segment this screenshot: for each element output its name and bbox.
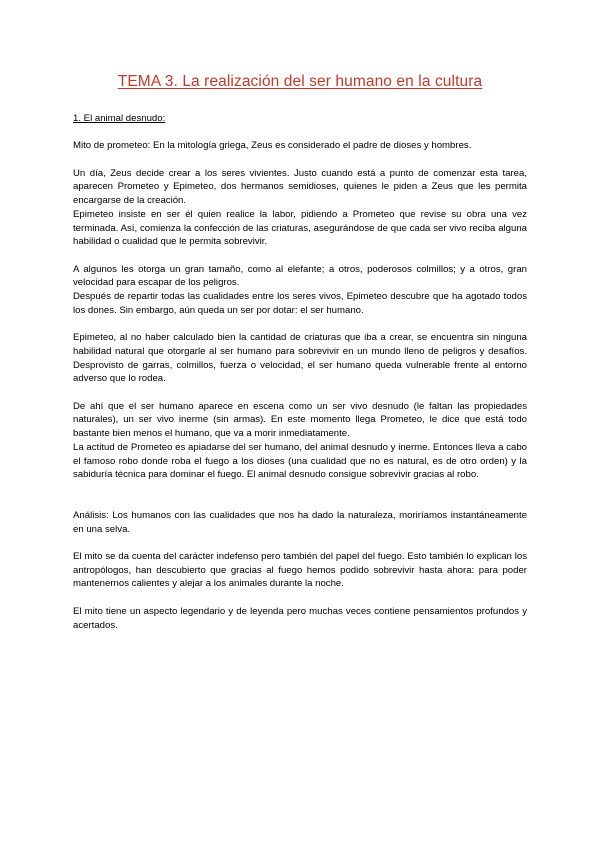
paragraph-mito: Mito de prometeo: En la mitología griega, Zeus es considerado el padre de dioses y hombres. [73, 140, 472, 152]
paragraph-robo-fuego: La actitud de Prometeo es apiadarse del ser humano, del animal desnudo y inerme. Entonces lleva a cabo el famoso robo donde roba el fuego a los dioses (una cualidad que no es natural, es de otro orden) y la sabiduría técnica para dominar el fuego. El animal desnudo consigue sobrevivir gracias al robo. [73, 441, 527, 481]
paragraph-vulnerable: Epimeteo, al no haber calculado bien la cantidad de criaturas que iba a crear, se encuentra sin ninguna habilidad natural que otorgarle al ser humano para sobrevivir en un mundo lleno de peligros y desafíos. Desprovisto de garras, colmillos, fuerza o velocidad, el ser humano queda vulnerable frente al entorno adverso que lo rodea. [73, 332, 527, 385]
paragraph-aspecto-legendario: El mito tiene un aspecto legendario y de leyenda pero muchas veces contiene pensamientos profundos y acertados. [73, 605, 527, 631]
paragraph-cualidades: A algunos les otorga un gran tamaño, como al elefante; a otros, poderosos colmillos; y a otros, gran velocidad para escapar de los peligros. [73, 263, 527, 289]
page-title: TEMA 3. La realización del ser humano en la cultura [117, 73, 483, 90]
document-body [73, 112, 527, 632]
paragraph-animal-desnudo: De ahí que el ser humano aparece en escena como un ser vivo desnudo (le faltan las propiedades naturales), un ser vivo inerme (sin armas). En este momento llega Prometeo, le dice que está todo bastante bien menos el humano, que va a morir inmediatamente. [73, 400, 527, 440]
paragraph-analisis: Análisis: Los humanos con las cualidades que nos ha dado la naturaleza, moriríamos instantáneamente en una selva. [73, 509, 527, 535]
paragraph-zeus: Un día, Zeus decide crear a los seres vivientes. Justo cuando está a punto de comenzar esta tarea, aparecen Prometeo y Epimeteo, dos hermanos semidioses, quienes le piden a Zeus que les permita encargarse de la creación. [73, 167, 527, 207]
paragraph-papel-fuego: El mito se da cuenta del carácter indefenso pero también del papel del fuego. Esto también lo explican los antropólogos, han descubierto que gracias al fuego hemos podido sobrevivir hasta ahora: para poder mantenernos calientes y alejar a los animales durante la noche. [73, 551, 527, 590]
paragraph-dones: Después de repartir todas las cualidades entre los seres vivos, Epimeteo descubre que ha agotado todos los dones. Sin embargo, aún queda un ser por dotar: el ser humano. [73, 291, 527, 316]
section-heading: 1. El animal desnudo: [73, 113, 166, 124]
paragraph-epimeteo-insiste: Epimeteo insiste en ser él quien realice la labor, pidiendo a Prometeo que revise su obra una vez terminada. Así, comienza la confección de las criaturas, asegurándose de que cada ser vivo reciba alguna habilidad o cualidad que le permita sobrevivir. [73, 208, 527, 248]
